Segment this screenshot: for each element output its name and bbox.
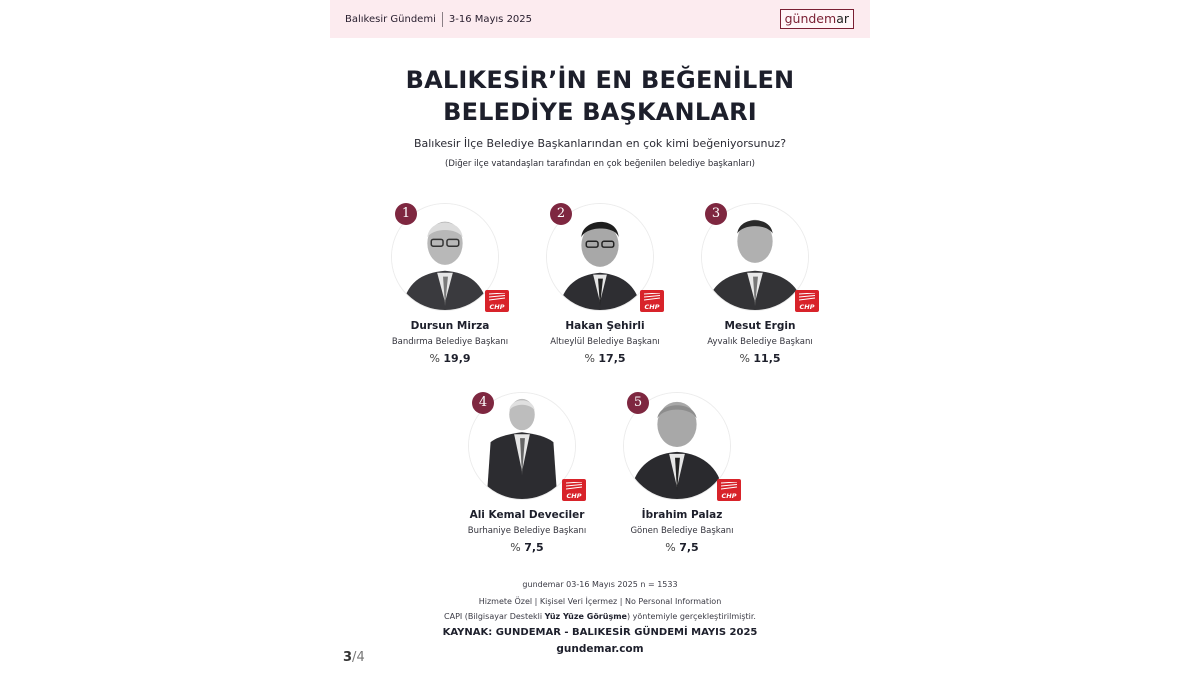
mayor-card-4 [452, 389, 602, 559]
mayor-card-1 [375, 200, 525, 370]
title-line-1: BALIKESİR’İN EN BEĞENİLEN [405, 66, 795, 94]
survey-note: (Diğer ilçe vatandaşları tarafından en çok beğenilen belediye başkanları) [445, 159, 755, 169]
survey-question: Balıkesir İlçe Belediye Başkanlarından en çok kimi beğeniyorsunuz? [413, 137, 787, 150]
mayor-name: Hakan Şehirli [565, 320, 645, 332]
mayor-card-2 [530, 200, 680, 370]
chp-party-logo: CHP [795, 290, 819, 312]
chp-party-logo: CHP [640, 290, 664, 312]
survey-meta: gundemar 03-16 Mayıs 2025 n = 1533 [522, 580, 678, 589]
mayor-role: Bandırma Belediye Başkanı [391, 337, 509, 347]
chp-party-logo: CHP [717, 479, 741, 501]
section-label: Balıkesir Gündemi [345, 14, 436, 25]
chp-party-logo: CHP [562, 479, 586, 501]
vote-percentage: % 7,5 [665, 541, 699, 554]
logo-text-rest: ar [836, 11, 849, 26]
rank-badge: 1 [395, 203, 417, 225]
mayor-name: Ali Kemal Deveciler [469, 509, 585, 521]
title-line-2: BELEDİYE BAŞKANLARI [443, 98, 757, 126]
vote-percentage: % 11,5 [739, 352, 781, 365]
date-range: 3-16 Mayıs 2025 [448, 14, 533, 25]
mayor-role: Gönen Belediye Başkanı [630, 526, 734, 536]
privacy-note: Hizmete Özel | Kişisel Veri İçermez | No Personal Information [478, 597, 722, 606]
vote-percentage: % 19,9 [429, 352, 471, 365]
mayor-name: İbrahim Palaz [641, 509, 723, 521]
chp-party-logo: CHP [485, 290, 509, 312]
rank-badge: 3 [705, 203, 727, 225]
infographic-page [330, 0, 870, 675]
rank-badge: 2 [550, 203, 572, 225]
mayor-name: Dursun Mirza [410, 320, 490, 332]
rank-badge: 4 [472, 392, 494, 414]
mayor-role: Burhaniye Belediye Başkanı [467, 526, 587, 536]
page-title [330, 64, 870, 128]
vote-percentage: % 17,5 [584, 352, 626, 365]
website-link[interactable]: gundemar.com [556, 643, 644, 655]
rank-badge: 5 [627, 392, 649, 414]
source-line: KAYNAK: GUNDEMAR - BALIKESİR GÜNDEMİ MAYIS 2025 [442, 627, 758, 638]
header-info [345, 12, 532, 27]
divider [442, 12, 443, 27]
mayor-role: Ayvalık Belediye Başkanı [707, 337, 813, 347]
mayor-card-3 [685, 200, 835, 370]
method-note: CAPI (Bilgisayar Destekli Yüz Yüze Görüşme) yöntemiyle gerçekleştirilmiştir. [444, 612, 756, 621]
vote-percentage: % 7,5 [510, 541, 544, 554]
mayor-role: Altıeylül Belediye Başkanı [550, 337, 660, 347]
page-indicator: 3/4 [343, 650, 365, 665]
logo-text-accent: gündem [784, 11, 837, 26]
header-bar [330, 0, 870, 38]
mayor-card-5 [607, 389, 757, 559]
gundemar-logo [780, 9, 854, 29]
mayor-name: Mesut Ergin [724, 320, 796, 332]
